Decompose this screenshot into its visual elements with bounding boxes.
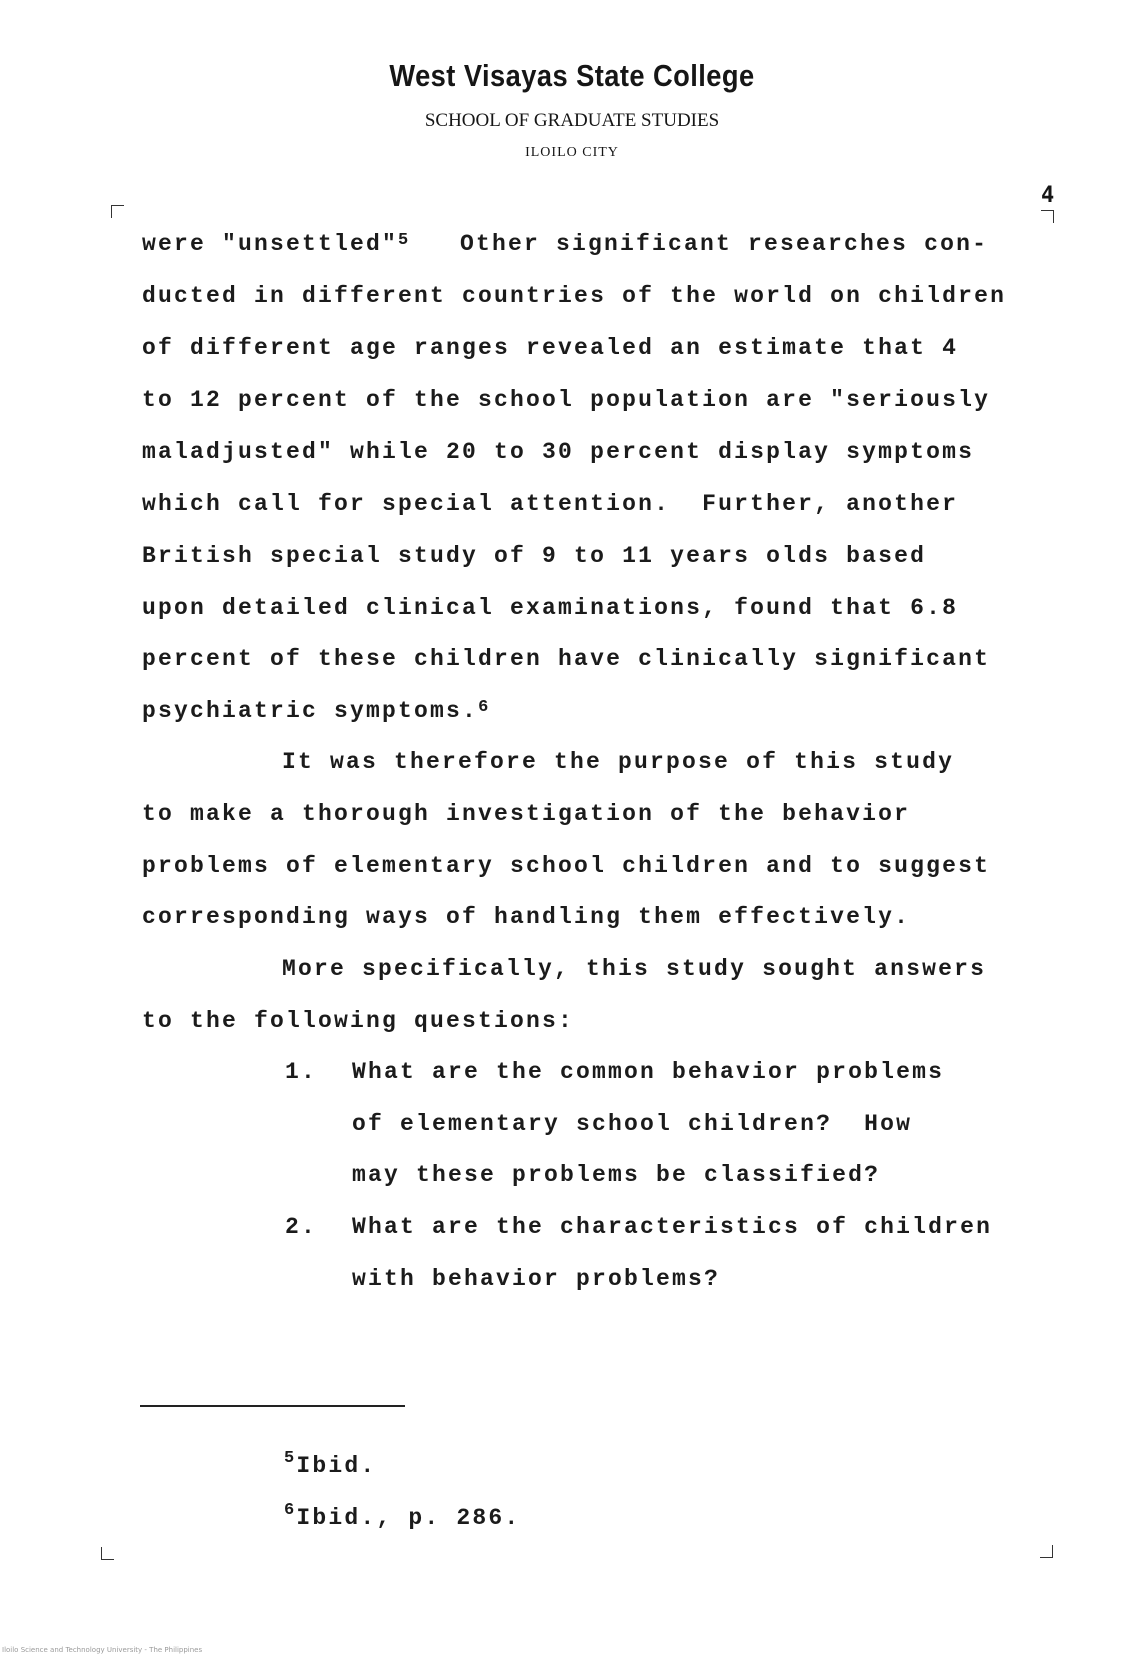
body-line: maladjusted" while 20 to 30 percent display symptoms [142, 439, 975, 465]
question-line: with behavior problems? [352, 1266, 721, 1292]
crop-mark-bottom-right [1040, 1545, 1053, 1558]
body-line: More specifically, this study sought answers [282, 956, 987, 982]
question-number: 2. [285, 1214, 318, 1240]
body-line: of different age ranges revealed an estimate that 4 [142, 335, 959, 361]
footnote: $^5$Ibid. [284, 1449, 377, 1479]
body-line: were "unsettled"$^5$ [142, 231, 411, 257]
crop-mark-top-left [111, 205, 124, 218]
city-name: ILOILO CITY [525, 145, 619, 160]
question-number: 1. [285, 1059, 318, 1085]
body-line: corresponding ways of handling them effectively. [142, 904, 911, 930]
question-line: What are the characteristics of children [352, 1214, 993, 1240]
body-line: ducted in different countries of the world on children [142, 283, 1007, 309]
body-line: to 12 percent of the school population are "seriously [142, 387, 991, 413]
footnote: $^6$Ibid., p. 286. [284, 1501, 521, 1531]
body-line: It was therefore the purpose of this study [282, 749, 955, 775]
body-line: psychiatric symptoms.$^6$ [142, 698, 491, 724]
scan-footer: Iloilo Science and Technology University - The Philippines [2, 1646, 203, 1654]
question-line: of elementary school children? How [352, 1111, 913, 1137]
body-line: upon detailed clinical examinations, found that 6.8 [142, 595, 959, 621]
footnote-mark: 5 [284, 1449, 297, 1468]
body-line: Other significant researches con- [460, 231, 989, 257]
body-line: British special study of 9 to 11 years olds based [142, 543, 927, 569]
body-line: problems of elementary school children and to suggest [142, 853, 991, 879]
footnote-ref: 5 [398, 231, 411, 250]
school-name: SCHOOL OF GRADUATE STUDIES [424, 110, 720, 131]
body-line: to the following questions: [142, 1008, 575, 1034]
question-line: may these problems be classified? [352, 1162, 881, 1188]
question-line: What are the common behavior problems [352, 1059, 945, 1085]
crop-mark-bottom-left [101, 1547, 114, 1560]
crop-mark-top-right [1041, 210, 1054, 223]
body-line: which call for special attention. Further, another [142, 491, 959, 517]
page-number: 4 [1041, 183, 1055, 208]
footnote-divider [140, 1405, 405, 1407]
footnote-ref: 6 [478, 698, 491, 717]
body-line: to make a thorough investigation of the behavior [142, 801, 911, 827]
college-name: West Visayas State College [389, 58, 755, 93]
footnote-mark: 6 [284, 1501, 297, 1520]
body-line: percent of these children have clinically significant [142, 646, 991, 672]
